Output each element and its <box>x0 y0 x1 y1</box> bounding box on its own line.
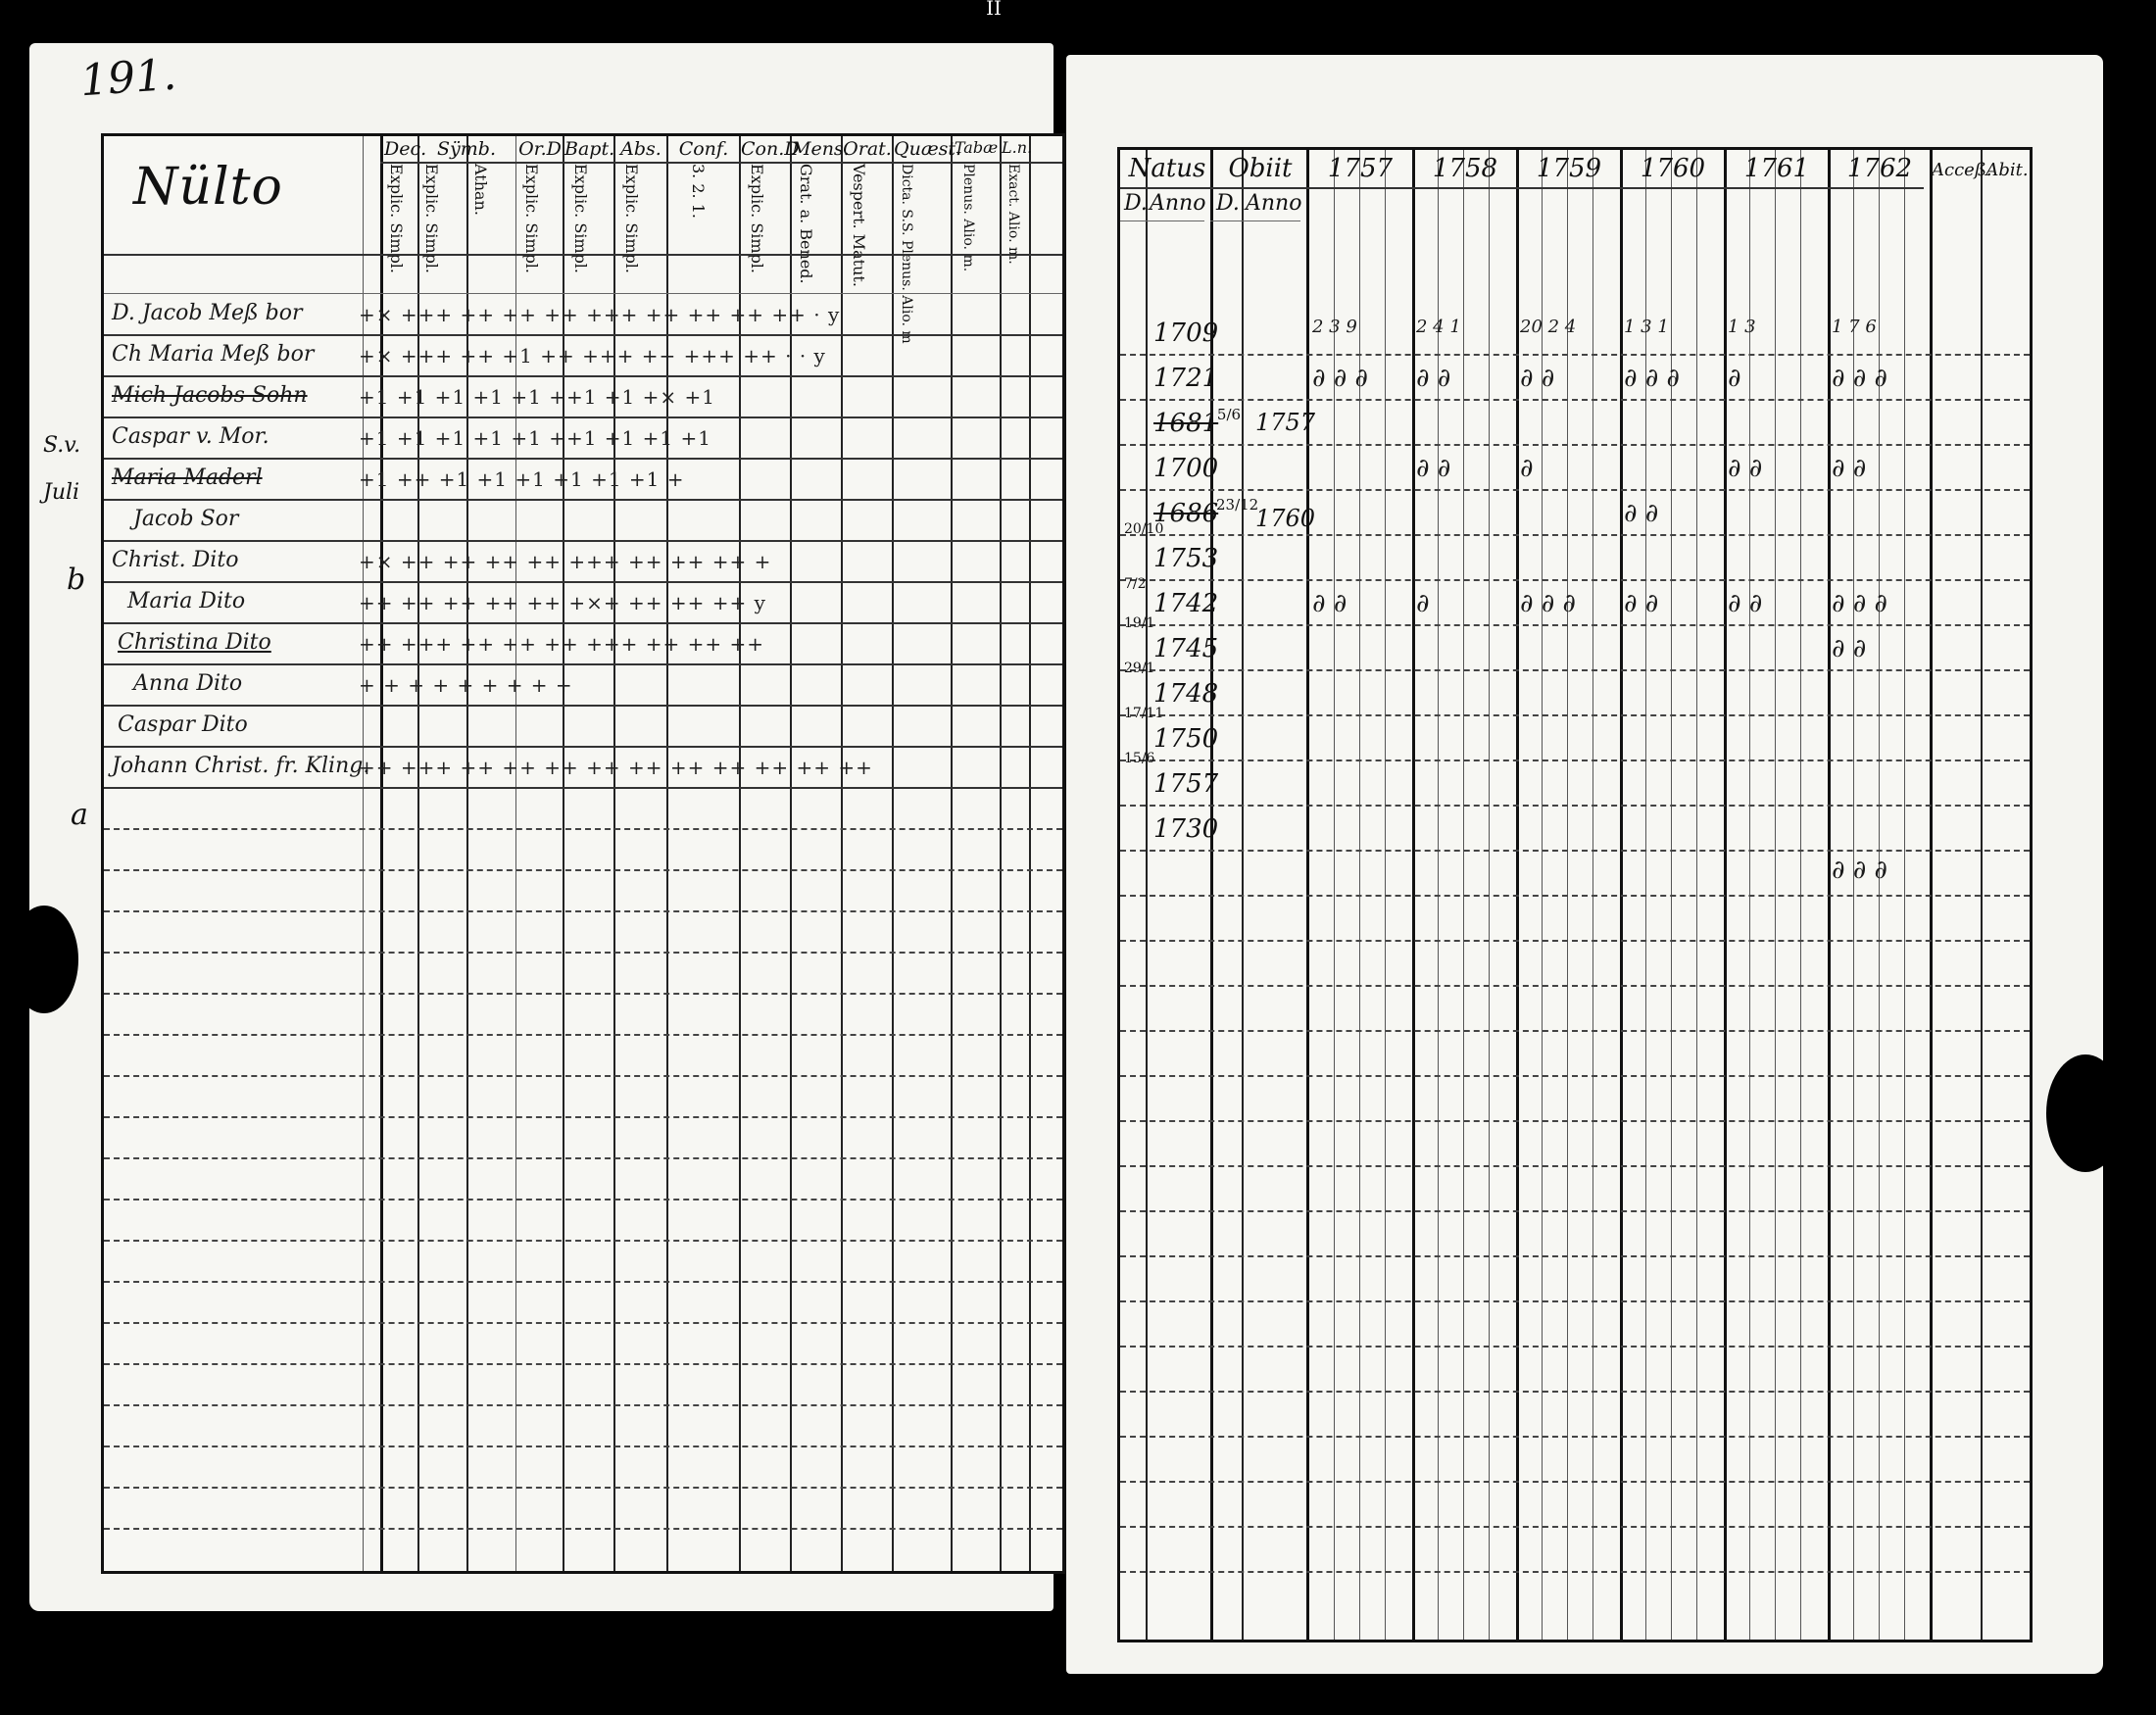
margin-note: S.v. <box>43 433 81 458</box>
person-name: Maria Dito <box>127 589 246 613</box>
birth-day: 17/11 <box>1124 706 1164 721</box>
tally-scribble: ∂ ∂ <box>1728 454 1763 483</box>
person-name: Jacob Sor <box>133 507 239 531</box>
tally-scribble: ∂ ∂ <box>1520 364 1555 393</box>
tally-scribble: 1 3 <box>1728 317 1756 337</box>
column-subheader: Explic. Simpl. <box>522 164 541 274</box>
year-header: 1762 <box>1846 154 1913 183</box>
tally-scribble: 1 3 1 <box>1624 317 1669 337</box>
natus-year-subheader: Anno <box>1150 191 1206 216</box>
natus-day-subheader: D. <box>1124 191 1148 216</box>
obiit-day-subheader: D. <box>1216 191 1240 216</box>
empty-row-rule <box>1120 1526 2030 1528</box>
empty-row-rule <box>104 1322 1062 1324</box>
tally-scribble: ∂ ∂ ∂ <box>1312 364 1368 393</box>
empty-row-rule <box>1120 940 2030 942</box>
empty-row-rule <box>104 1157 1062 1159</box>
household-title: Nülto <box>133 158 283 217</box>
empty-row-rule <box>1120 1030 2030 1032</box>
column-subheader: Vespert. Matut. <box>850 164 868 287</box>
accessit-header: Acceß. <box>1932 160 1992 180</box>
empty-row-rule <box>1120 1165 2030 1167</box>
column-subheader: Plenus. Alio. m. <box>960 164 976 272</box>
person-name: Johann Christ. fr. Kling. <box>112 754 370 778</box>
year-header: 1760 <box>1640 154 1706 183</box>
row-rule <box>104 787 1062 789</box>
catechism-marks: +× +++ ++ ++ ++ +++ ++ ++ ++ ++ · y <box>359 303 841 326</box>
empty-row-rule <box>104 1281 1062 1283</box>
header-rule <box>104 254 1062 256</box>
catechism-marks: +1 ++ +1 +1 +1 +1 +1 +1 + <box>359 467 685 491</box>
margin-note: a <box>71 798 88 832</box>
row-rule <box>104 458 1062 460</box>
header-rule <box>1210 220 1300 221</box>
row-rule <box>104 540 1062 542</box>
empty-row-rule <box>104 1487 1062 1489</box>
empty-row-rule <box>104 993 1062 995</box>
empty-row-rule <box>104 1404 1062 1406</box>
row-rule <box>104 375 1062 377</box>
empty-row-rule <box>104 1240 1062 1242</box>
obiit-year-subheader: Anno <box>1246 191 1302 216</box>
birth-day: 19/1 <box>1124 615 1155 631</box>
column-header: Mens. <box>792 138 850 160</box>
person-name: Caspar Dito <box>118 712 248 737</box>
birth-day: 15/6 <box>1124 751 1155 766</box>
column-header: Sÿmb. <box>437 138 496 160</box>
column-subheader: Athan. <box>471 164 490 216</box>
birth-year: 1709 <box>1153 318 1219 348</box>
column-subheader: Explic. Simpl. <box>748 164 766 274</box>
death-day: 5/6 <box>1216 406 1242 423</box>
empty-row-rule <box>104 1446 1062 1447</box>
row-rule <box>1120 444 2030 446</box>
column-subheader: Grat. a. Bened. <box>797 164 815 284</box>
tally-scribble: ∂ ∂ ∂ <box>1624 364 1680 393</box>
person-name: Maria Maderl <box>112 466 263 490</box>
tally-scribble: ∂ <box>1520 454 1534 483</box>
right-page <box>1066 55 2103 1674</box>
row-rule <box>1120 624 2030 626</box>
row-rule <box>1120 399 2030 401</box>
empty-row-rule <box>1120 1300 2030 1302</box>
binding-notch <box>2046 1054 2125 1172</box>
catechism-marks: +1 +1 +1 +1 +1 ++1 +1 +1 +1 <box>359 426 711 450</box>
tally-scribble: ∂ ∂ <box>1624 589 1659 618</box>
binding-notch <box>10 906 78 1013</box>
birth-day: 29/1 <box>1124 661 1155 676</box>
column-subheader: 3. 2. 1. <box>689 164 708 219</box>
birth-year: 1721 <box>1153 364 1219 393</box>
year-header: 1759 <box>1536 154 1602 183</box>
column-header: Tabæ <box>954 138 999 157</box>
year-header: 1758 <box>1432 154 1498 183</box>
tally-scribble: ∂ ∂ ∂ <box>1832 589 1887 618</box>
column-subheader: Dicta. S.S. Plenus. Alio. m <box>899 164 914 344</box>
tally-scribble: 2 4 1 <box>1416 317 1461 337</box>
row-rule <box>1120 489 2030 491</box>
person-name: Christina Dito <box>118 630 271 655</box>
catechism-marks: +× +++ ++ +1 ++ +++ ++ +++ ++ · · y <box>359 344 826 368</box>
column-header: Con.D <box>741 138 800 160</box>
empty-row-rule <box>104 1034 1062 1036</box>
empty-row-rule <box>104 828 1062 830</box>
natus-header: Natus <box>1128 154 1206 183</box>
empty-row-rule <box>104 1363 1062 1365</box>
empty-row-rule <box>104 1528 1062 1530</box>
empty-row-rule <box>1120 1346 2030 1348</box>
empty-row-rule <box>1120 1075 2030 1077</box>
header-rule <box>380 162 1062 164</box>
column-header: Bapt. <box>564 138 615 160</box>
row-rule <box>104 334 1062 336</box>
row-rule <box>104 705 1062 707</box>
empty-row-rule <box>104 1199 1062 1200</box>
row-rule <box>104 622 1062 624</box>
person-name: D. Jacob Meß bor <box>112 301 303 325</box>
row-rule <box>1120 669 2030 671</box>
birth-year: 1753 <box>1153 544 1219 573</box>
empty-row-rule <box>1120 1391 2030 1393</box>
empty-row-rule <box>1120 1436 2030 1438</box>
row-rule <box>104 499 1062 501</box>
tally-scribble: ∂ ∂ <box>1832 634 1867 663</box>
abiit-header: Abit. <box>1985 160 2029 180</box>
empty-row-rule <box>1120 985 2030 987</box>
empty-row-rule <box>1120 1571 2030 1573</box>
header-rule <box>1120 187 1924 189</box>
column-subheader: Exact. Alio. m. <box>1005 164 1021 265</box>
tally-scribble: ∂ <box>1728 364 1741 393</box>
catechism-marks: + + + + + + + + + <box>359 673 573 697</box>
row-rule <box>104 746 1062 748</box>
empty-row-rule <box>1120 1255 2030 1257</box>
tally-scribble: ∂ ∂ <box>1624 499 1659 528</box>
column-header: Quæst. <box>894 138 962 160</box>
birth-year: 1742 <box>1153 589 1219 618</box>
row-rule <box>1120 579 2030 581</box>
top-margin-mark: II <box>986 0 1002 20</box>
tally-scribble: ∂ ∂ ∂ <box>1520 589 1576 618</box>
tally-scribble: 2 3 9 <box>1312 317 1357 337</box>
row-rule <box>1120 534 2030 536</box>
empty-row-rule <box>104 1116 1062 1118</box>
catechism-register-table <box>101 133 1065 1574</box>
column-header: Dec. <box>384 138 427 160</box>
person-name: Ch Maria Meß bor <box>112 342 315 367</box>
year-header: 1757 <box>1327 154 1394 183</box>
column-header: L.n. <box>1002 138 1033 157</box>
empty-row-rule <box>104 952 1062 954</box>
row-rule <box>104 416 1062 418</box>
birth-year: 1750 <box>1153 724 1219 754</box>
birth-year: 1745 <box>1153 634 1219 663</box>
tally-scribble: ∂ ∂ <box>1416 454 1451 483</box>
death-year: 1757 <box>1255 409 1316 436</box>
catechism-marks: +× ++ ++ ++ ++ +++ ++ ++ ++ + <box>359 550 772 573</box>
column-subheader: Explic. Simpl. <box>422 164 441 274</box>
tally-scribble: 1 7 6 <box>1832 317 1877 337</box>
empty-row-rule <box>104 869 1062 871</box>
empty-row-rule <box>104 910 1062 912</box>
column-header: Conf. <box>678 138 729 160</box>
column-header: Or.D <box>518 138 562 160</box>
person-name: Caspar v. Mor. <box>112 424 270 449</box>
row-rule <box>104 581 1062 583</box>
tally-scribble: ∂ ∂ ∂ <box>1832 364 1887 393</box>
birth-year: 1748 <box>1153 679 1219 709</box>
death-year: 1760 <box>1255 505 1316 532</box>
column-header: Orat. <box>843 138 892 160</box>
birth-year: 1730 <box>1153 814 1219 844</box>
person-name: Anna Dito <box>133 671 243 696</box>
tally-scribble: ∂ <box>1416 589 1430 618</box>
row-rule <box>1120 760 2030 761</box>
catechism-marks: ++ ++ ++ ++ ++ +×+ ++ ++ ++ y <box>359 591 766 614</box>
empty-row-rule <box>1120 1210 2030 1212</box>
person-name: Mich Jacobs Sohn <box>112 383 308 408</box>
left-page <box>29 43 1054 1611</box>
tally-scribble: 20 2 4 <box>1520 317 1577 337</box>
birth-day: 20/10 <box>1124 521 1164 537</box>
year-header: 1761 <box>1743 154 1810 183</box>
person-name: Christ. Dito <box>112 548 239 572</box>
column-subheader: Explic. Simpl. <box>622 164 641 274</box>
death-day: 23/12 <box>1216 496 1259 514</box>
row-rule <box>1120 805 2030 807</box>
column-subheader: Explic. Simpl. <box>387 164 406 274</box>
birth-death-table <box>1117 147 2033 1642</box>
header-rule <box>1120 220 1204 221</box>
tally-scribble: ∂ ∂ <box>1312 589 1348 618</box>
page-number: 191. <box>78 49 178 107</box>
catechism-marks: +1 +1 +1 +1 +1 ++1 +1 +× +1 <box>359 385 715 409</box>
birth-year: 1681 <box>1153 409 1219 438</box>
margin-note: Juli <box>43 480 80 505</box>
row-rule <box>1120 714 2030 716</box>
catechism-marks: ++ +++ ++ ++ ++ +++ ++ ++ ++ <box>359 632 765 656</box>
empty-row-rule <box>104 1075 1062 1077</box>
tally-scribble: ∂ ∂ <box>1832 454 1867 483</box>
birth-year: 1686 <box>1153 499 1219 528</box>
birth-year: 1700 <box>1153 454 1219 483</box>
birth-year: 1757 <box>1153 769 1219 799</box>
row-rule <box>104 293 1062 294</box>
tally-scribble: ∂ ∂ ∂ <box>1832 856 1887 885</box>
obiit-header: Obiit <box>1228 154 1293 183</box>
tally-scribble: ∂ ∂ <box>1728 589 1763 618</box>
row-rule <box>1120 354 2030 356</box>
column-subheader: Explic. Simpl. <box>571 164 590 274</box>
margin-note: b <box>67 563 86 597</box>
row-rule <box>104 663 1062 665</box>
tally-scribble: ∂ ∂ <box>1416 364 1451 393</box>
empty-row-rule <box>1120 1120 2030 1122</box>
row-rule <box>1120 850 2030 852</box>
empty-row-rule <box>1120 895 2030 897</box>
birth-day: 7/2 <box>1124 576 1147 592</box>
empty-row-rule <box>1120 1481 2030 1483</box>
catechism-marks: ++ +++ ++ ++ ++ ++ ++ ++ ++ ++ ++ ++ <box>359 756 873 779</box>
column-header: Abs. <box>620 138 662 160</box>
